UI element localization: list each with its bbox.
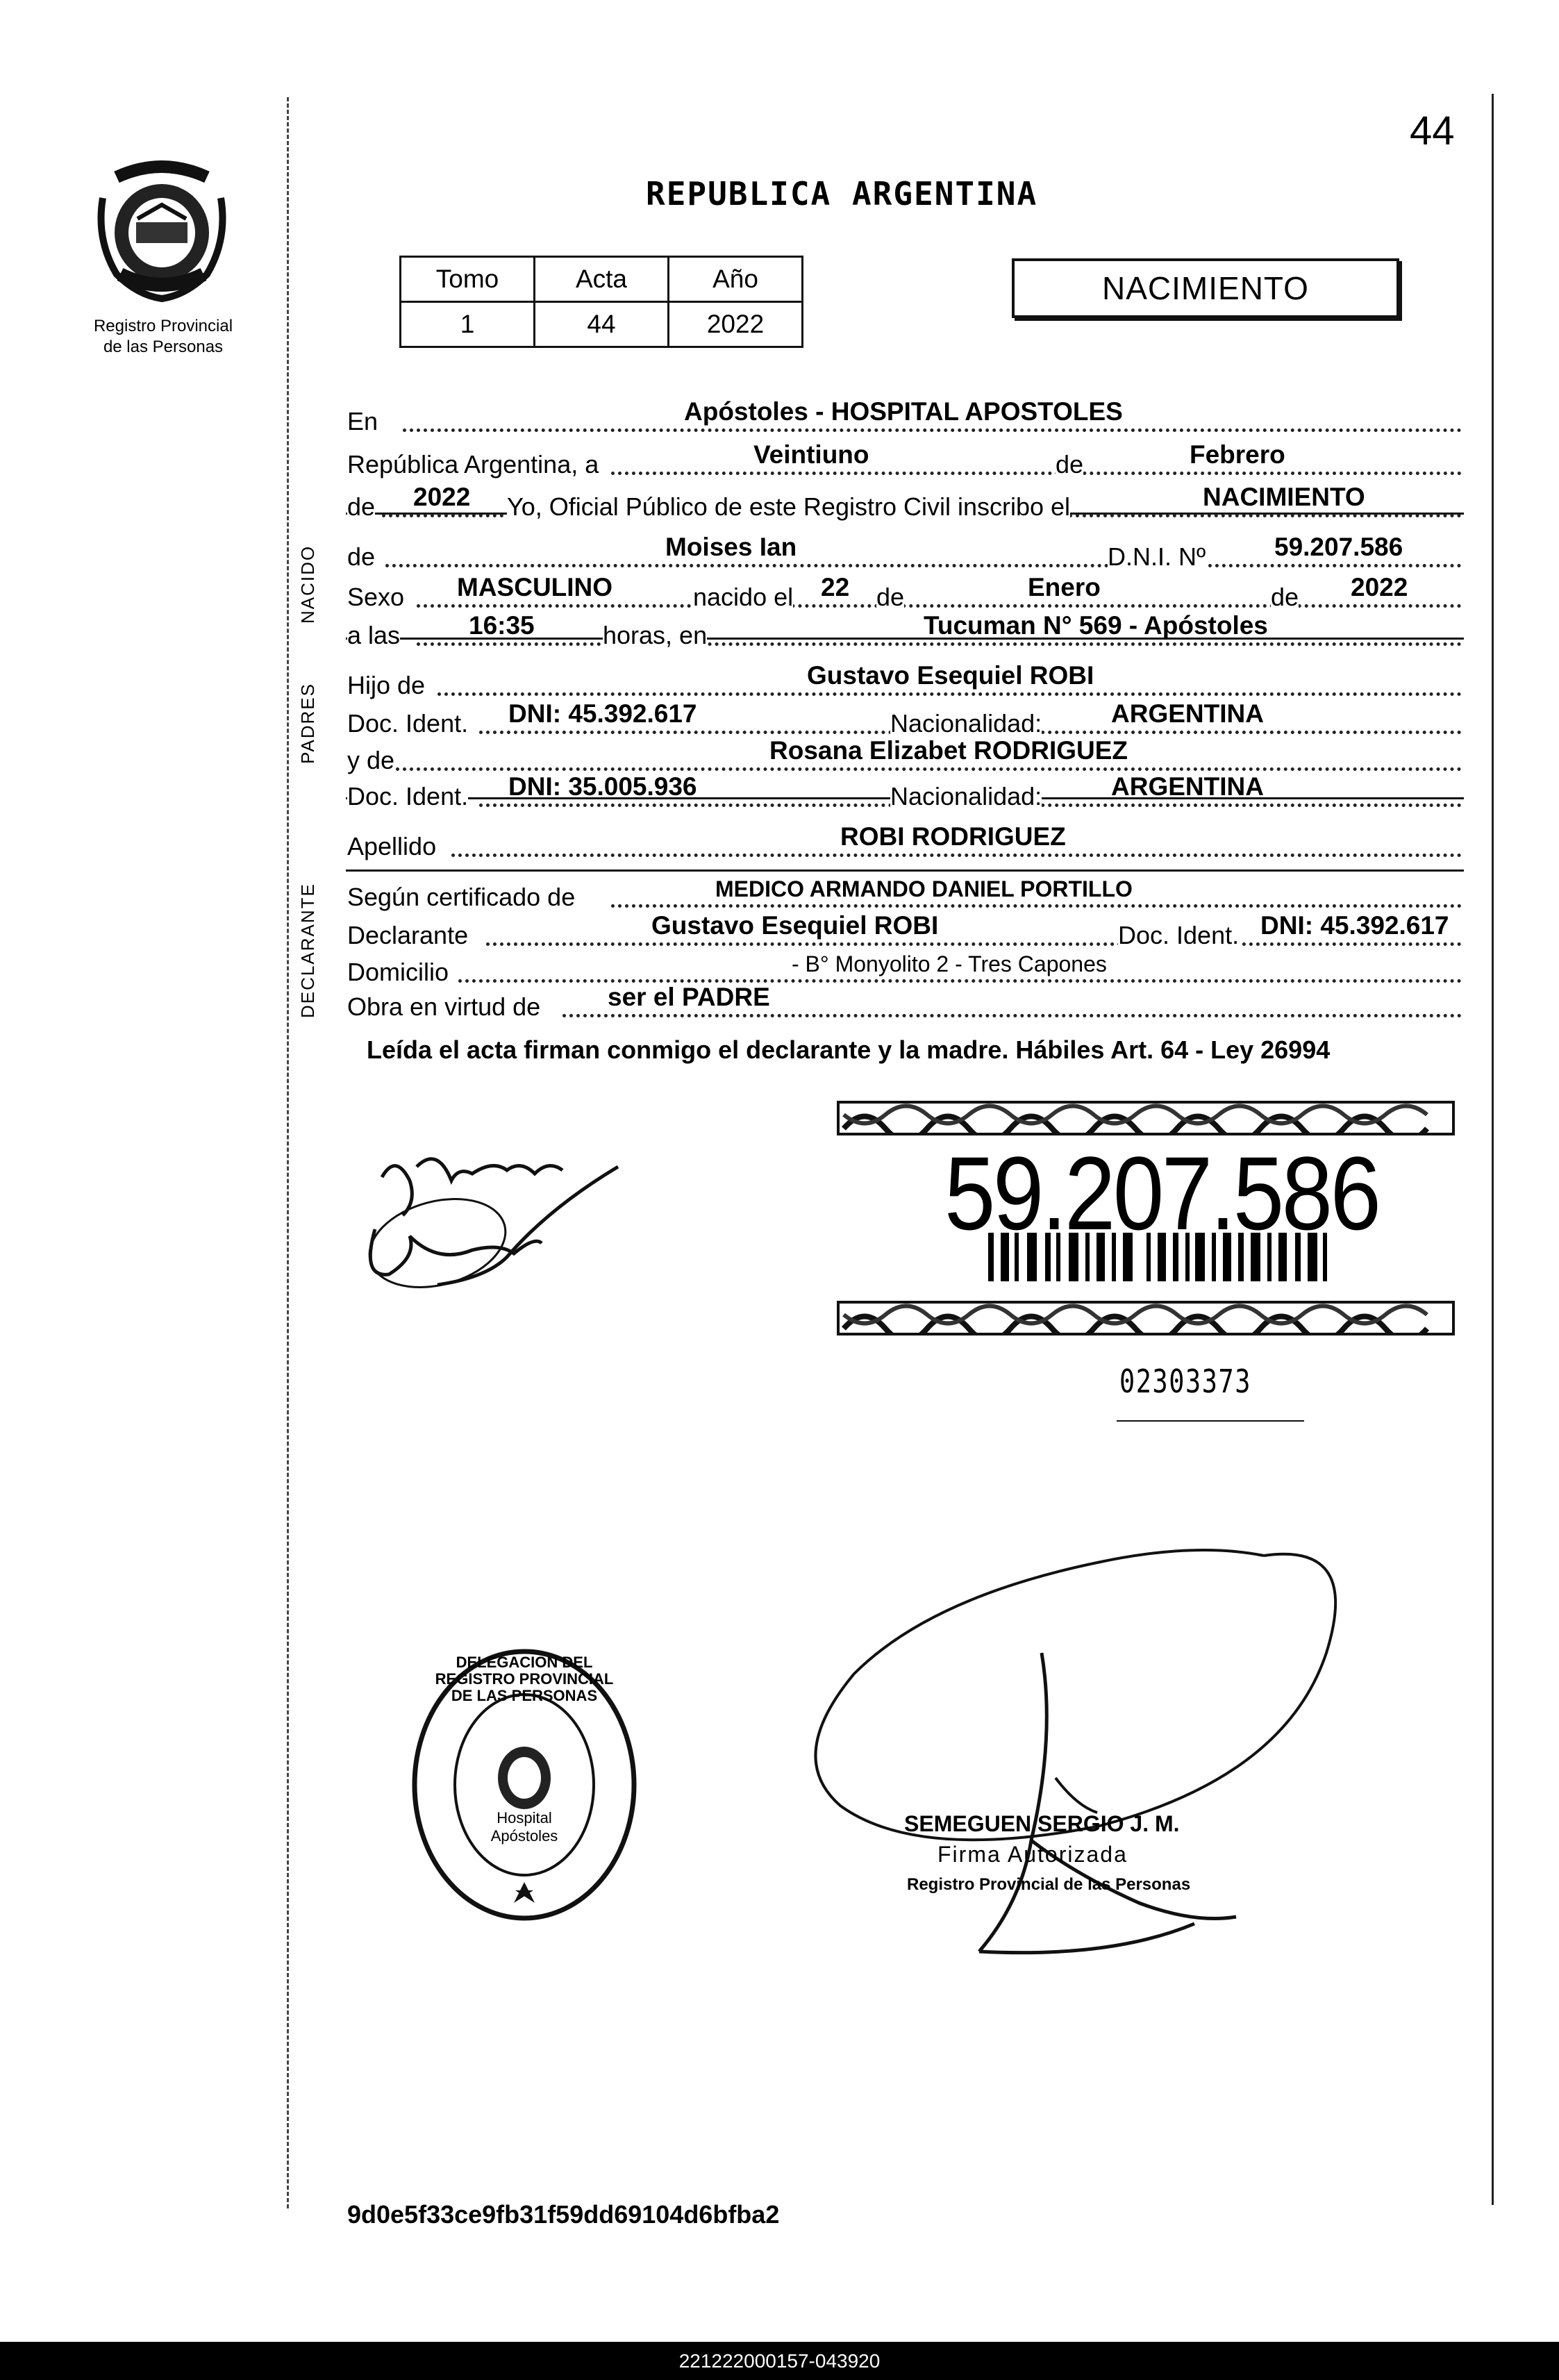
record-type-box: NACIMIENTO — [1012, 258, 1399, 318]
capacity-value: ser el PADRE — [608, 983, 770, 1011]
left-margin-rule — [287, 97, 289, 2208]
year-de-label: de — [347, 492, 376, 521]
domicile-label: Domicilio — [347, 958, 449, 986]
time-label: a las — [347, 621, 401, 649]
mother-row — [347, 735, 1462, 775]
dotted-leader — [611, 472, 1462, 475]
seal-ring-text: DELEGACION DEL REGISTRO PROVINCIAL DE LAS PERSONAS — [435, 1654, 614, 1704]
father-label: Hijo de — [347, 671, 426, 699]
right-margin-rule — [1492, 94, 1494, 2205]
dni-sticker-number: 59.207.586 — [944, 1135, 1379, 1251]
page-title: REPUBLICA ARGENTINA — [646, 175, 1038, 213]
date-row — [347, 439, 1462, 479]
sex-row — [347, 572, 1462, 612]
certificate-label: Según certificado de — [347, 883, 576, 911]
domicile-value: - B° Monyolito 2 - Tres Capones — [792, 951, 1107, 976]
dotted-leader — [403, 428, 1462, 432]
day-value: Veintiuno — [753, 440, 869, 469]
dni-value: 59.207.586 — [1274, 533, 1403, 561]
declarant-signatures-icon — [333, 1139, 625, 1306]
dotted-leader — [437, 692, 1462, 696]
dotted-leader — [417, 604, 1462, 608]
authority-name: SEMEGUEN SERGIO J. M. — [904, 1811, 1180, 1836]
sex-value: MASCULINO — [457, 573, 613, 601]
dotted-leader — [417, 642, 1462, 646]
anio-value: 2022 — [669, 302, 803, 347]
sex-label: Sexo — [347, 583, 405, 611]
tomo-value: 1 — [401, 302, 535, 347]
certificate-row — [347, 872, 1462, 912]
dotted-leader — [486, 942, 1462, 946]
mother-doc-value: DNI: 35.005.936 — [508, 772, 697, 801]
security-pattern-top-icon — [837, 1101, 1455, 1135]
capacity-label: Obra en virtud de — [347, 992, 541, 1021]
time-row — [347, 610, 1462, 650]
logo-label-line2: de las Personas — [103, 338, 224, 356]
table-row — [401, 302, 803, 347]
misiones-coat-of-arms-icon — [89, 156, 235, 302]
father-doc-value: DNI: 45.392.617 — [508, 699, 697, 728]
declarant-name-value: Gustavo Esequiel ROBI — [651, 911, 939, 940]
dotted-leader — [385, 564, 1462, 567]
surname-label: Apellido — [347, 832, 437, 860]
declarant-label: Declarante — [347, 921, 469, 949]
official-signature-icon — [750, 1514, 1375, 2000]
table-header-cell: Año — [669, 257, 803, 302]
provincial-logo — [89, 156, 235, 302]
document-hash: 9d0e5f33ce9fb31f59dd69104d6bfba2 — [347, 2200, 780, 2229]
dni-label: D.N.I. Nº — [1108, 542, 1206, 571]
born-date-label: nacido el — [693, 583, 794, 611]
surname-value: ROBI RODRIGUEZ — [840, 822, 1066, 851]
born-de-label: de — [347, 542, 376, 571]
logo-label — [69, 316, 257, 358]
authority-organization: Registro Provincial de las Personas — [907, 1875, 1191, 1894]
section-label-declarant: DECLARANTE — [297, 883, 318, 1018]
declarant-row — [347, 910, 1462, 950]
born-de-label-2: de — [1271, 583, 1299, 611]
seal-inner-text: Hospital Apóstoles — [490, 1809, 558, 1845]
date-de-label: de — [1056, 450, 1084, 479]
born-day-value: 22 — [821, 573, 850, 601]
father-doc-label: Doc. Ident. — [347, 709, 469, 738]
table-header-cell: Tomo — [401, 257, 535, 302]
place-label: En — [347, 407, 378, 435]
father-row — [347, 660, 1462, 700]
born-month-value: Enero — [1028, 573, 1101, 601]
security-pattern-bottom-icon — [837, 1301, 1455, 1335]
logo-label-line1: Registro Provincial — [93, 317, 233, 335]
mother-nationality-value: ARGENTINA — [1111, 772, 1264, 801]
declarant-doc-value: DNI: 45.392.617 — [1260, 911, 1449, 940]
footer-code: 221222000157-043920 — [0, 2342, 1559, 2380]
born-year-value: 2022 — [1351, 573, 1408, 601]
certificate-value: MEDICO ARMANDO DANIEL PORTILLO — [715, 876, 1133, 901]
table-header-row — [401, 257, 803, 302]
table-header-cell: Acta — [535, 257, 669, 302]
place-value: Apóstoles - HOSPITAL APOSTOLES — [684, 397, 1123, 426]
statement-row — [347, 481, 1462, 522]
mother-label: y de — [347, 746, 395, 774]
month-value: Febrero — [1190, 440, 1285, 469]
mother-nationality-label: Nacionalidad: — [890, 782, 1042, 810]
dotted-leader — [611, 904, 1462, 908]
date-intro-label: República Argentina, a — [347, 450, 599, 479]
father-doc-row — [347, 698, 1462, 738]
hours-label: horas, en — [603, 621, 708, 649]
birth-address-value: Tucuman N° 569 - Apóstoles — [924, 611, 1268, 640]
dotted-leader — [562, 1014, 1462, 1017]
mother-doc-label: Doc. Ident. — [347, 782, 469, 810]
year-value: 2022 — [413, 483, 471, 511]
born-de-label-1: de — [876, 583, 905, 611]
event-value: NACIMIENTO — [1203, 483, 1365, 511]
sticker-serial: 02303373 — [1119, 1363, 1252, 1400]
place-row — [347, 396, 1462, 436]
capacity-row — [347, 981, 1462, 1022]
dotted-leader — [451, 854, 1462, 857]
father-nationality-label: Nacionalidad: — [890, 709, 1042, 738]
born-name-row — [347, 531, 1462, 572]
section-label-parents: PADRES — [297, 683, 318, 764]
section-label-born: NACIDO — [297, 544, 318, 624]
statement-text: Yo, Oficial Público de este Registro Civil inscribo el — [507, 492, 1071, 521]
declarant-doc-label: Doc. Ident. — [1118, 921, 1240, 949]
mother-name-value: Rosana Elizabet RODRIGUEZ — [769, 736, 1128, 765]
serial-underline — [1117, 1420, 1304, 1422]
acta-value: 44 — [535, 302, 669, 347]
authority-role: Firma Autorizada — [937, 1842, 1128, 1867]
surname-row — [347, 821, 1462, 861]
mother-doc-row — [347, 771, 1462, 811]
page-number: 44 — [1410, 108, 1455, 153]
record-reference-table — [399, 256, 803, 348]
father-nationality-value: ARGENTINA — [1111, 699, 1264, 728]
closing-statement: Leída el acta firman conmigo el declarante y la madre. Hábiles Art. 64 - Ley 26994 — [367, 1035, 1331, 1064]
time-value: 16:35 — [469, 611, 535, 640]
father-name-value: Gustavo Esequiel ROBI — [807, 661, 1094, 690]
born-name-value: Moises Ian — [665, 533, 797, 561]
